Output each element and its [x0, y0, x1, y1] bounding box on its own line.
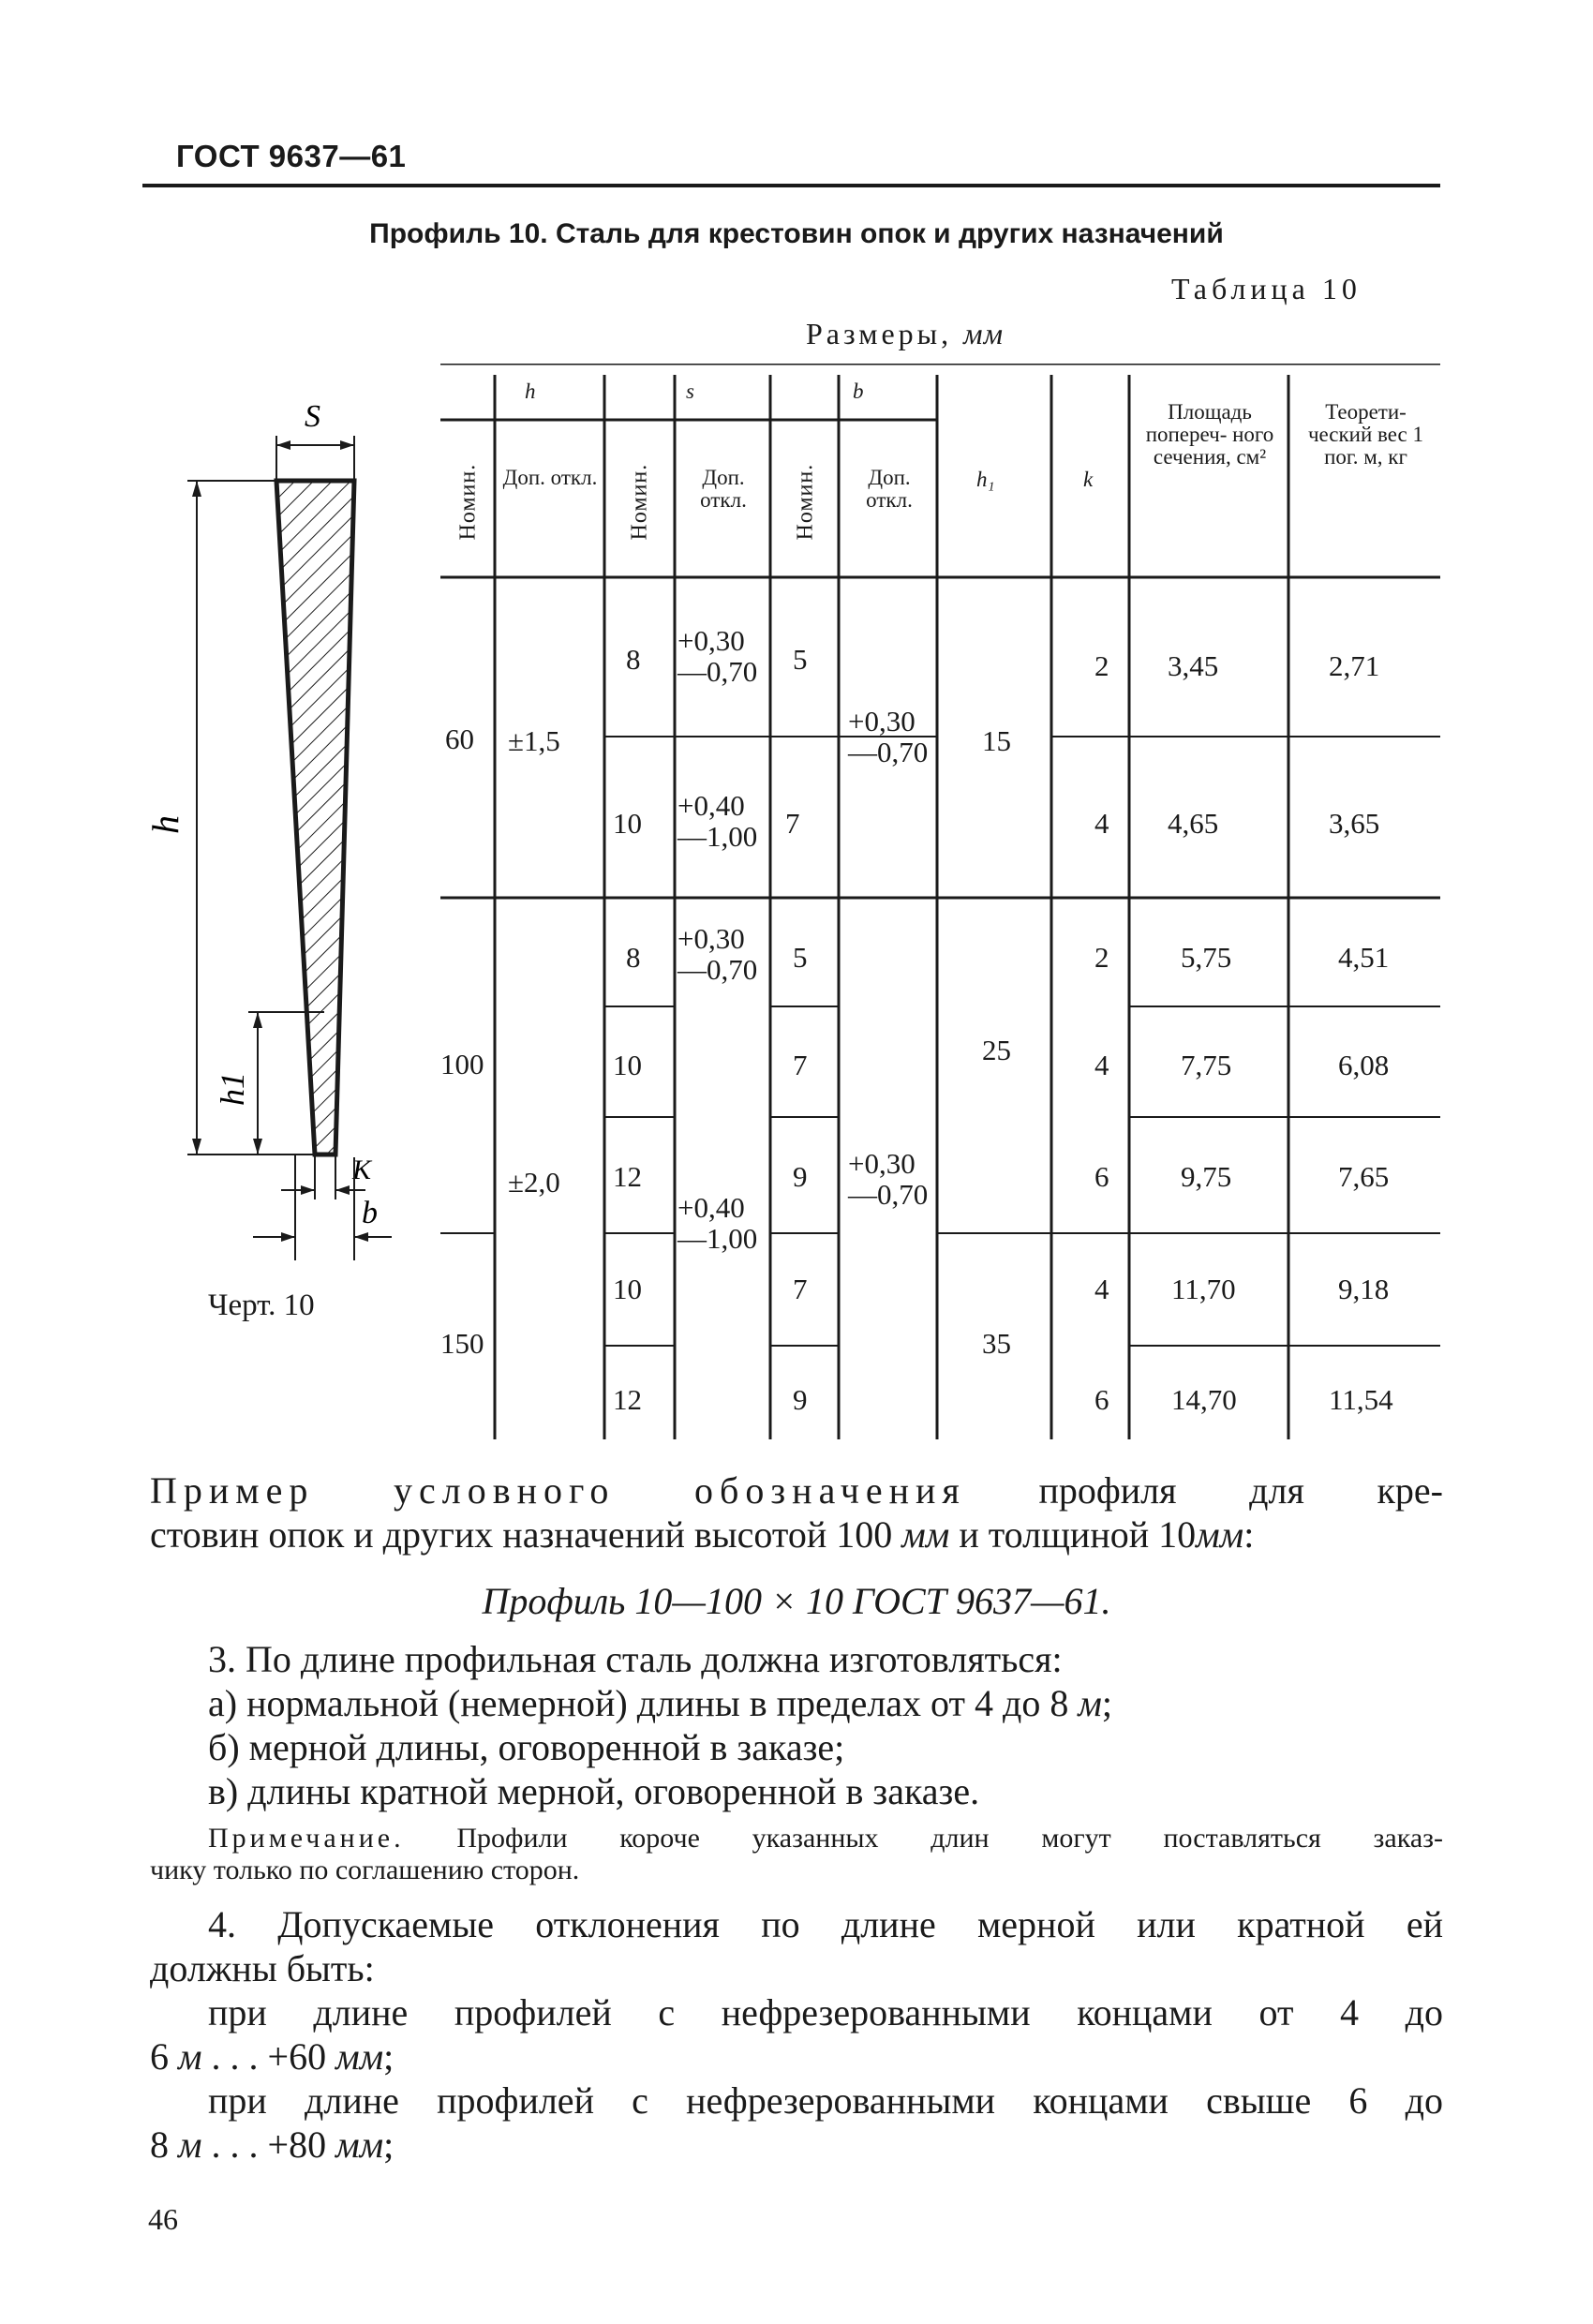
area-row-1: 3,45: [1168, 649, 1219, 682]
dimensions-unit: мм: [963, 317, 1004, 350]
header-h-nom: Номин.: [455, 463, 481, 541]
h-nom-150: 150: [440, 1327, 484, 1360]
clause-3-a-text: а) нормальной (немерной) длины в пределах от 4 до 8: [208, 1682, 1069, 1724]
weight-row-7: 11,54: [1329, 1383, 1393, 1416]
header-s-nom: Номин.: [627, 463, 652, 541]
s-row-4: 10: [613, 1049, 642, 1081]
s-row-1: 8: [626, 643, 641, 676]
weight-row-1: 2,71: [1329, 649, 1380, 682]
clause-4-line-1c: . . . +60: [211, 2035, 327, 2078]
s-dev-row-3: +0,30 —0,70: [677, 922, 758, 986]
area-row-7: 14,70: [1171, 1383, 1237, 1416]
profile-drawing-svg: [141, 394, 403, 1312]
clause-3-b: б) мерной длины, оговоренной в заказе;: [208, 1726, 845, 1768]
b-row-6: 7: [793, 1273, 808, 1305]
b-dev-100: +0,30 —0,70: [848, 1147, 929, 1211]
weight-row-2: 3,65: [1329, 807, 1380, 840]
header-rule: [142, 184, 1440, 187]
b-row-5: 9: [793, 1160, 808, 1193]
b-row-4: 7: [793, 1049, 808, 1081]
clause-4-line-2b-num: 8: [150, 2123, 169, 2166]
clause-4-line-1: при длине профилей с нефрезерованными концами от 4 до: [208, 1991, 1443, 2034]
clause-3-a: [150, 1681, 1443, 1725]
standard-header: ГОСТ 9637—61: [176, 139, 407, 173]
h-nom-60: 60: [445, 723, 474, 755]
k-row-2: 4: [1094, 807, 1109, 840]
s-row-2: 10: [613, 807, 642, 840]
clause-4-line-1b: [150, 2034, 1443, 2078]
weight-row-6: 9,18: [1338, 1273, 1390, 1305]
profile-section: [276, 481, 354, 1155]
example-line-2: [150, 1512, 1443, 1557]
example-unit-1: мм: [901, 1513, 950, 1556]
k-row-4: 4: [1094, 1049, 1109, 1081]
note-line-2: чику только по соглашению сторон.: [150, 1855, 580, 1885]
example-lead: Пример условного обозначения: [150, 1469, 966, 1512]
drawing-label-k: K: [352, 1155, 372, 1185]
s-row-5: 12: [613, 1160, 642, 1193]
note-line-1: [208, 1823, 1443, 1855]
drawing-label-h: h: [144, 815, 186, 834]
dimensions-note: [806, 317, 1004, 351]
clause-4-title-2: должны быть:: [150, 1947, 375, 1989]
clause-4-title: 4. Допускаемые отклонения по длине мерной или кратной ей: [208, 1903, 1443, 1945]
dimensions-label: Размеры,: [806, 317, 953, 350]
s-row-7: 12: [613, 1383, 642, 1416]
clause-4-unit-mm-1: мм: [335, 2035, 384, 2078]
header-weight: Теорети- ческий вес 1 пог. м, кг: [1307, 400, 1424, 469]
header-s: s: [686, 380, 694, 403]
s-dev-row-1: +0,30 —0,70: [677, 624, 758, 688]
area-row-5: 9,75: [1181, 1160, 1232, 1193]
clause-3-a-unit: м: [1078, 1682, 1102, 1724]
example-designation: Профиль 10—100 × 10 ГОСТ 9637—61.: [482, 1580, 1111, 1622]
note-text: Профили короче указанных длин могут поставляться заказ-: [456, 1823, 1443, 1854]
page-number: 46: [148, 2202, 178, 2236]
header-h-dev: Доп. откл.: [502, 466, 598, 489]
profile-table: [440, 364, 1440, 1441]
header-h: h: [525, 380, 536, 403]
example-text-2: стовин опок и других назначений высотой 100: [150, 1513, 893, 1556]
clause-4-line-1b-num: 6: [150, 2035, 169, 2078]
k-row-5: 6: [1094, 1160, 1109, 1193]
s-dev-row-5: +0,40 —1,00: [677, 1191, 758, 1255]
area-row-4: 7,75: [1181, 1049, 1232, 1081]
table-rules: [440, 364, 1440, 1441]
clause-3-a-end: ;: [1101, 1682, 1113, 1724]
clause-3-c: в) длины кратной мерной, оговоренной в заказе.: [208, 1770, 980, 1812]
s-dev-row-2: +0,40 —1,00: [677, 789, 758, 853]
h-nom-100: 100: [440, 1048, 484, 1080]
example-colon: :: [1243, 1513, 1255, 1556]
drawing-label-h1: h1: [214, 1072, 251, 1106]
header-s-dev: Доп. откл.: [700, 466, 747, 513]
area-row-3: 5,75: [1181, 941, 1232, 974]
clause-4-line-2c: . . . +80: [211, 2123, 327, 2166]
example-unit-2: мм: [1196, 1513, 1244, 1556]
b-row-7: 9: [793, 1383, 808, 1416]
header-b-nom: Номин.: [793, 463, 818, 541]
h1-150: 35: [982, 1327, 1011, 1360]
clause-3-title: 3. По длине профильная сталь должна изготовляться:: [208, 1638, 1063, 1680]
b-row-3: 5: [793, 941, 808, 974]
area-row-2: 4,65: [1168, 807, 1219, 840]
h-dev-60: ±1,5: [508, 724, 560, 757]
s-row-3: 8: [626, 941, 641, 974]
example-line-1: [150, 1468, 1443, 1512]
header-k: k: [1083, 468, 1094, 491]
header-area: Площадь попереч- ного сечения, см²: [1145, 400, 1274, 469]
example-text-3: и толщиной 10: [959, 1513, 1197, 1556]
table-label: Таблица 10: [1171, 272, 1362, 305]
header-b: b: [853, 380, 864, 403]
b-dev-60: +0,30 —0,70: [848, 705, 929, 768]
drawing-label-b: b: [362, 1196, 378, 1230]
h-dev-100: ±2,0: [508, 1166, 560, 1199]
k-row-6: 4: [1094, 1273, 1109, 1305]
drawing-caption: Черт. 10: [208, 1289, 315, 1322]
h1-100: 25: [982, 1034, 1011, 1066]
drawing-label-s: S: [305, 399, 320, 434]
b-row-1: 5: [793, 643, 808, 676]
clause-4-unit-m-1: м: [178, 2035, 202, 2078]
header-b-dev: Доп. откл.: [866, 466, 913, 513]
weight-row-3: 4,51: [1338, 941, 1390, 974]
k-row-3: 2: [1094, 941, 1109, 974]
header-h1: h₁: [976, 468, 995, 491]
weight-row-5: 7,65: [1338, 1160, 1390, 1193]
clause-4-unit-mm-2: мм: [335, 2123, 384, 2166]
k-row-1: 2: [1094, 649, 1109, 682]
clause-4-semi-2: ;: [383, 2123, 395, 2166]
clause-4-unit-m-2: м: [178, 2123, 202, 2166]
area-row-6: 11,70: [1171, 1273, 1236, 1305]
example-text-1: профиля для кре-: [1038, 1469, 1444, 1512]
clause-4-semi-1: ;: [383, 2035, 395, 2078]
clause-4-line-2b: [150, 2123, 1443, 2167]
profile-drawing: [141, 394, 403, 1312]
k-row-7: 6: [1094, 1383, 1109, 1416]
note-label: Примечание.: [208, 1823, 405, 1854]
b-row-2: 7: [785, 807, 800, 840]
s-row-6: 10: [613, 1273, 642, 1305]
h1-60: 15: [982, 724, 1011, 757]
section-title: Профиль 10. Сталь для крестовин опок и других назначений: [369, 218, 1224, 249]
clause-4-line-2: при длине профилей с нефрезерованными концами свыше 6 до: [208, 2079, 1443, 2122]
weight-row-4: 6,08: [1338, 1049, 1390, 1081]
